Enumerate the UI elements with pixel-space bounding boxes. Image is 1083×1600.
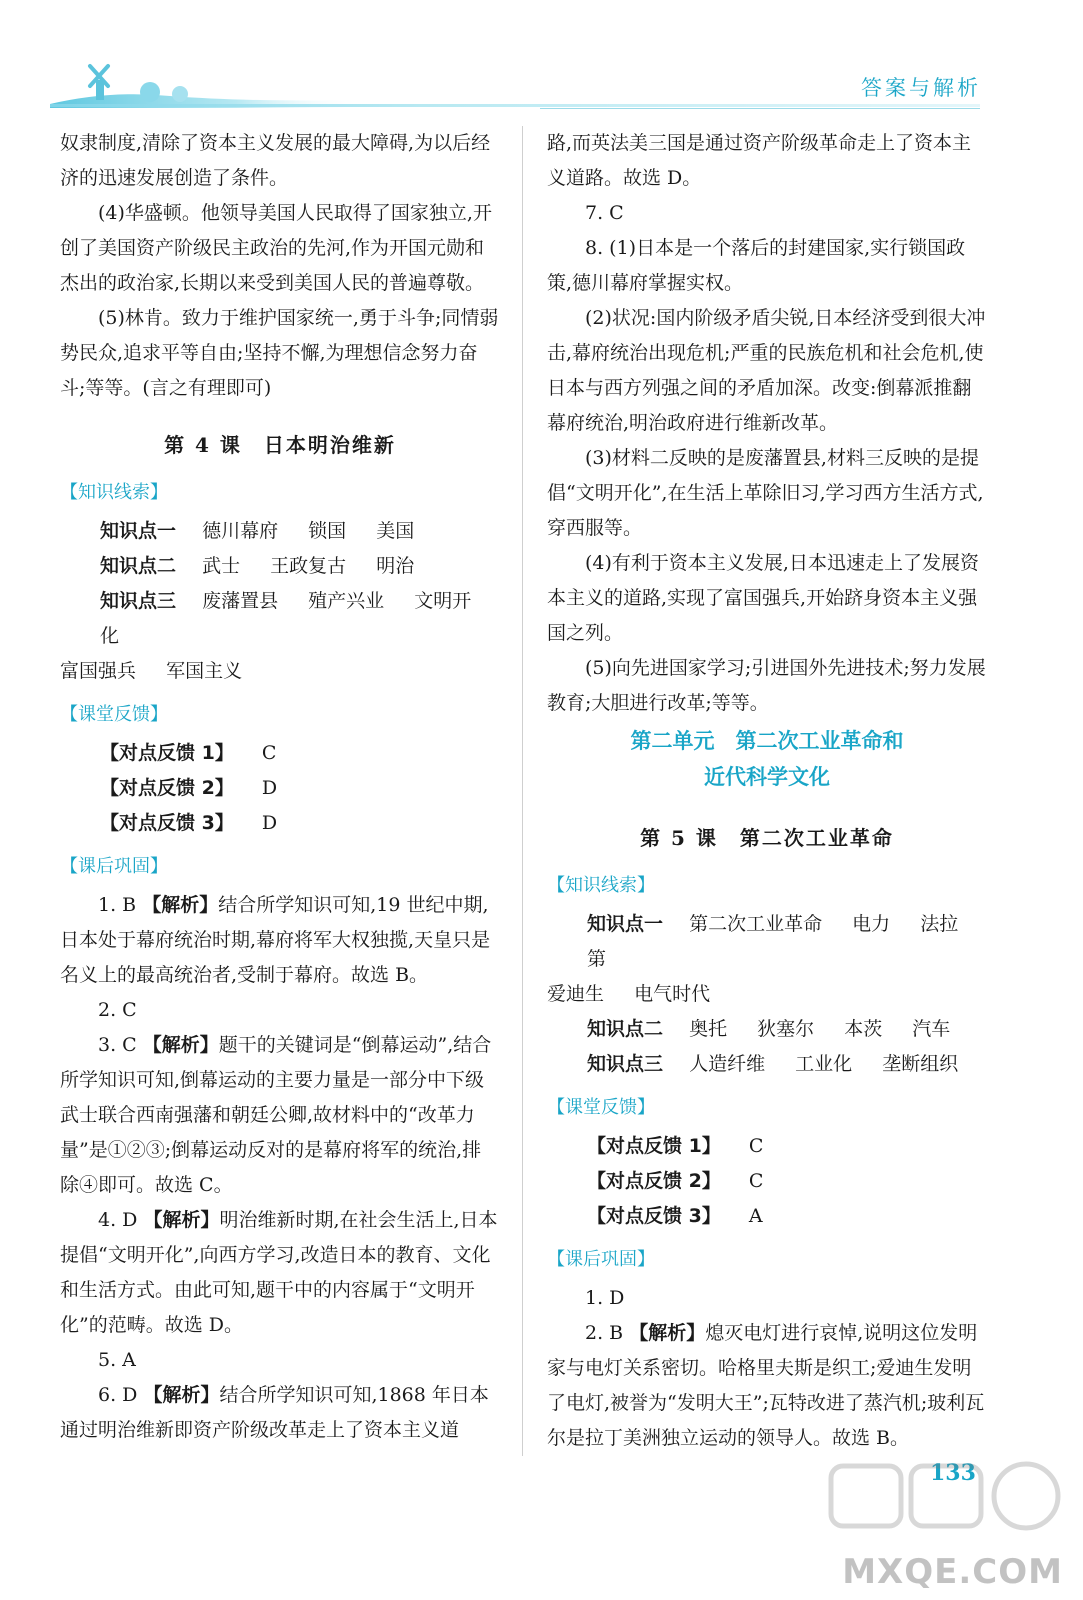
feedback-answer: D [261,812,278,834]
header-rule [50,104,980,107]
knowledge-point [547,1012,987,1047]
feedback-label: 【对点反馈 3】 [100,812,234,834]
lesson-title: 第 4 课 日本明治维新 [164,433,396,457]
feedback-answer: C [748,1135,764,1157]
term: 殖产兴业 [308,590,385,612]
answer-number: 1. B [98,894,137,916]
knowledge-point [60,584,500,654]
term: 德川幕府 [202,520,279,542]
term: 本茨 [844,1018,883,1040]
feedback-item [60,771,500,806]
feedback-label: 【对点反馈 1】 [587,1135,721,1157]
answer-item [60,1203,500,1343]
section-tag-after-class: 【课后巩固】 [547,1249,655,1270]
knowledge-point-label: 知识点一 [587,913,664,935]
analysis-text: 明治维新时期,在社会生活上,日本提倡“文明开化”,向西方学习,改造日本的教育、文化和生活方式。由此可知,题干中的内容属于“文明开化”的范畴。故选 D。 [60,1209,498,1336]
analysis-label: 【解析】 [143,1209,220,1231]
term: 军国主义 [166,660,243,682]
answer-item: (4)有利于资本主义发展,日本迅速走上了发展资本主义的道路,实现了富国强兵,开始跻身资本主义强国之列。 [547,552,979,644]
knowledge-point-label: 知识点二 [100,555,177,577]
knowledge-point-label: 知识点二 [587,1018,664,1040]
page-number: 133 [930,1460,976,1486]
feedback-answer: A [748,1205,763,1227]
feedback-label: 【对点反馈 2】 [100,777,234,799]
section-tag-knowledge: 【知识线索】 [547,875,655,896]
answer-item: 8. (1)日本是一个落后的封建国家,实行锁国政策,德川幕府掌握实权。 [547,237,966,294]
feedback-item [547,1199,987,1234]
right-column [547,126,987,1456]
term: 明治 [376,555,415,577]
paragraph: (5)林肯。致力于维护国家统一,勇于斗争;同情弱势民众,追求平等自由;坚持不懈,为理想信念努力奋斗;等等。(言之有理即可) [60,307,499,399]
answer-item [60,1028,500,1203]
term: 爱迪生 [547,983,605,1005]
answer-item [60,888,500,993]
answer-number: 4. D [98,1209,138,1231]
term: 垄断组织 [882,1053,959,1075]
feedback-answer: D [261,777,278,799]
paragraph: 路,而英法美三国是通过资产阶级革命走上了资本主义道路。故选 D。 [547,132,972,189]
knowledge-point [547,907,987,977]
feedback-label: 【对点反馈 1】 [100,742,234,764]
answer-item [547,1316,987,1456]
answer-item: 1. D [585,1287,625,1309]
unit-title-line: 第二单元 第二次工业革命和 [630,729,904,753]
term: 工业化 [795,1053,853,1075]
term: 汽车 [912,1018,951,1040]
paragraph: 奴隶制度,清除了资本主义发展的最大障碍,为以后经济的迅速发展创造了条件。 [60,132,491,189]
feedback-answer: C [748,1170,764,1192]
answer-number: 3. C [98,1034,137,1056]
feedback-item [547,1164,987,1199]
answer-item: (2)状况:国内阶级矛盾尖锐,日本经济受到很大冲击,幕府统治出现危机;严重的民族危机和社会危机,使日本与西方列强之间的矛盾加深。改变:倒幕派推翻幕府统治,明治政府进行维新改革。 [547,307,986,434]
term: 锁国 [308,520,347,542]
answer-item: (5)向先进国家学习;引进国外先进技术;努力发展教育;大胆进行改革;等等。 [547,657,986,714]
feedback-label: 【对点反馈 2】 [587,1170,721,1192]
term: 法拉第 [587,913,959,970]
analysis-label: 【解析】 [143,1384,220,1406]
answer-item: 7. C [585,202,624,224]
term: 人造纤维 [689,1053,766,1075]
answer-number: 6. D [98,1384,138,1406]
feedback-answer: C [261,742,277,764]
knowledge-point [60,549,500,584]
term: 美国 [376,520,415,542]
term: 电气时代 [634,983,711,1005]
term: 王政复古 [270,555,347,577]
answer-item: 5. A [98,1349,136,1371]
term: 富国强兵 [60,660,137,682]
left-column [60,126,500,1448]
lesson-title: 第 5 课 第二次工业革命 [640,826,894,850]
answer-item [60,1378,500,1448]
analysis-text: 结合所学知识可知,19 世纪中期,日本处于幕府统治时期,幕府将军大权独揽,天皇只是名义上的最高统治者,受制于幕府。故选 B。 [60,894,491,986]
knowledge-point [60,514,500,549]
term: 奥托 [689,1018,728,1040]
analysis-text: 题干的关键词是“倒幕运动”,结合所学知识可知,倒幕运动的主要力量是一部分中下级武士联合西南强藩和朝廷公卿,故材料中的“改革力量”是①②③;倒幕运动反对的是幕府将军的统治,排除④即可。故选 C。 [60,1034,492,1196]
section-tag-classroom: 【课堂反馈】 [547,1097,655,1118]
analysis-label: 【解析】 [142,894,219,916]
knowledge-point [547,1047,987,1082]
term: 废藩置县 [202,590,279,612]
feedback-item [60,806,500,841]
term: 文明开化 [100,590,472,647]
knowledge-point-label: 知识点三 [587,1053,664,1075]
header-windmill-logo [50,56,360,108]
analysis-label: 【解析】 [629,1322,706,1344]
section-tag-classroom: 【课堂反馈】 [60,704,168,725]
watermark-text: MXQE.COM [842,1552,1063,1592]
term: 武士 [202,555,241,577]
answer-item: (3)材料二反映的是废藩置县,材料三反映的是提倡“文明开化”,在生活上革除旧习,学习西方生活方式,穿西服等。 [547,447,984,539]
knowledge-point-continued [547,977,987,1012]
term: 狄塞尔 [757,1018,815,1040]
paragraph: (4)华盛顿。他领导美国人民取得了国家独立,开创了美国资产阶级民主政治的先河,作为开国元勋和杰出的政治家,长期以来受到美国人民的普遍尊敬。 [60,202,492,294]
column-divider [522,126,523,1456]
section-tag-after-class: 【课后巩固】 [60,856,168,877]
unit-title [547,723,987,795]
knowledge-point-continued [60,654,500,689]
answer-item: 2. C [98,999,137,1021]
term: 第二次工业革命 [689,913,823,935]
header-rule-thin [540,108,980,109]
feedback-label: 【对点反馈 3】 [587,1205,721,1227]
knowledge-point-label: 知识点一 [100,520,177,542]
section-tag-knowledge: 【知识线索】 [60,482,168,503]
analysis-text: 结合所学知识可知,1868 年日本通过明治维新即资产阶级改革走上了资本主义道 [60,1384,489,1441]
knowledge-point-label: 知识点三 [100,590,177,612]
section-title: 答案与解析 [861,76,981,100]
unit-title-line: 近代科学文化 [704,765,830,789]
feedback-item [60,736,500,771]
analysis-label: 【解析】 [142,1034,219,1056]
term: 电力 [852,913,891,935]
answer-number: 2. B [585,1322,624,1344]
analysis-text: 熄灭电灯进行哀悼,说明这位发明家与电灯关系密切。哈格里夫斯是织工;爱迪生发明了电灯,被誉为“发明大王”;瓦特改进了蒸汽机;玻利瓦尔是拉丁美洲独立运动的领导人。故选 B。 [547,1322,985,1449]
feedback-item [547,1129,987,1164]
